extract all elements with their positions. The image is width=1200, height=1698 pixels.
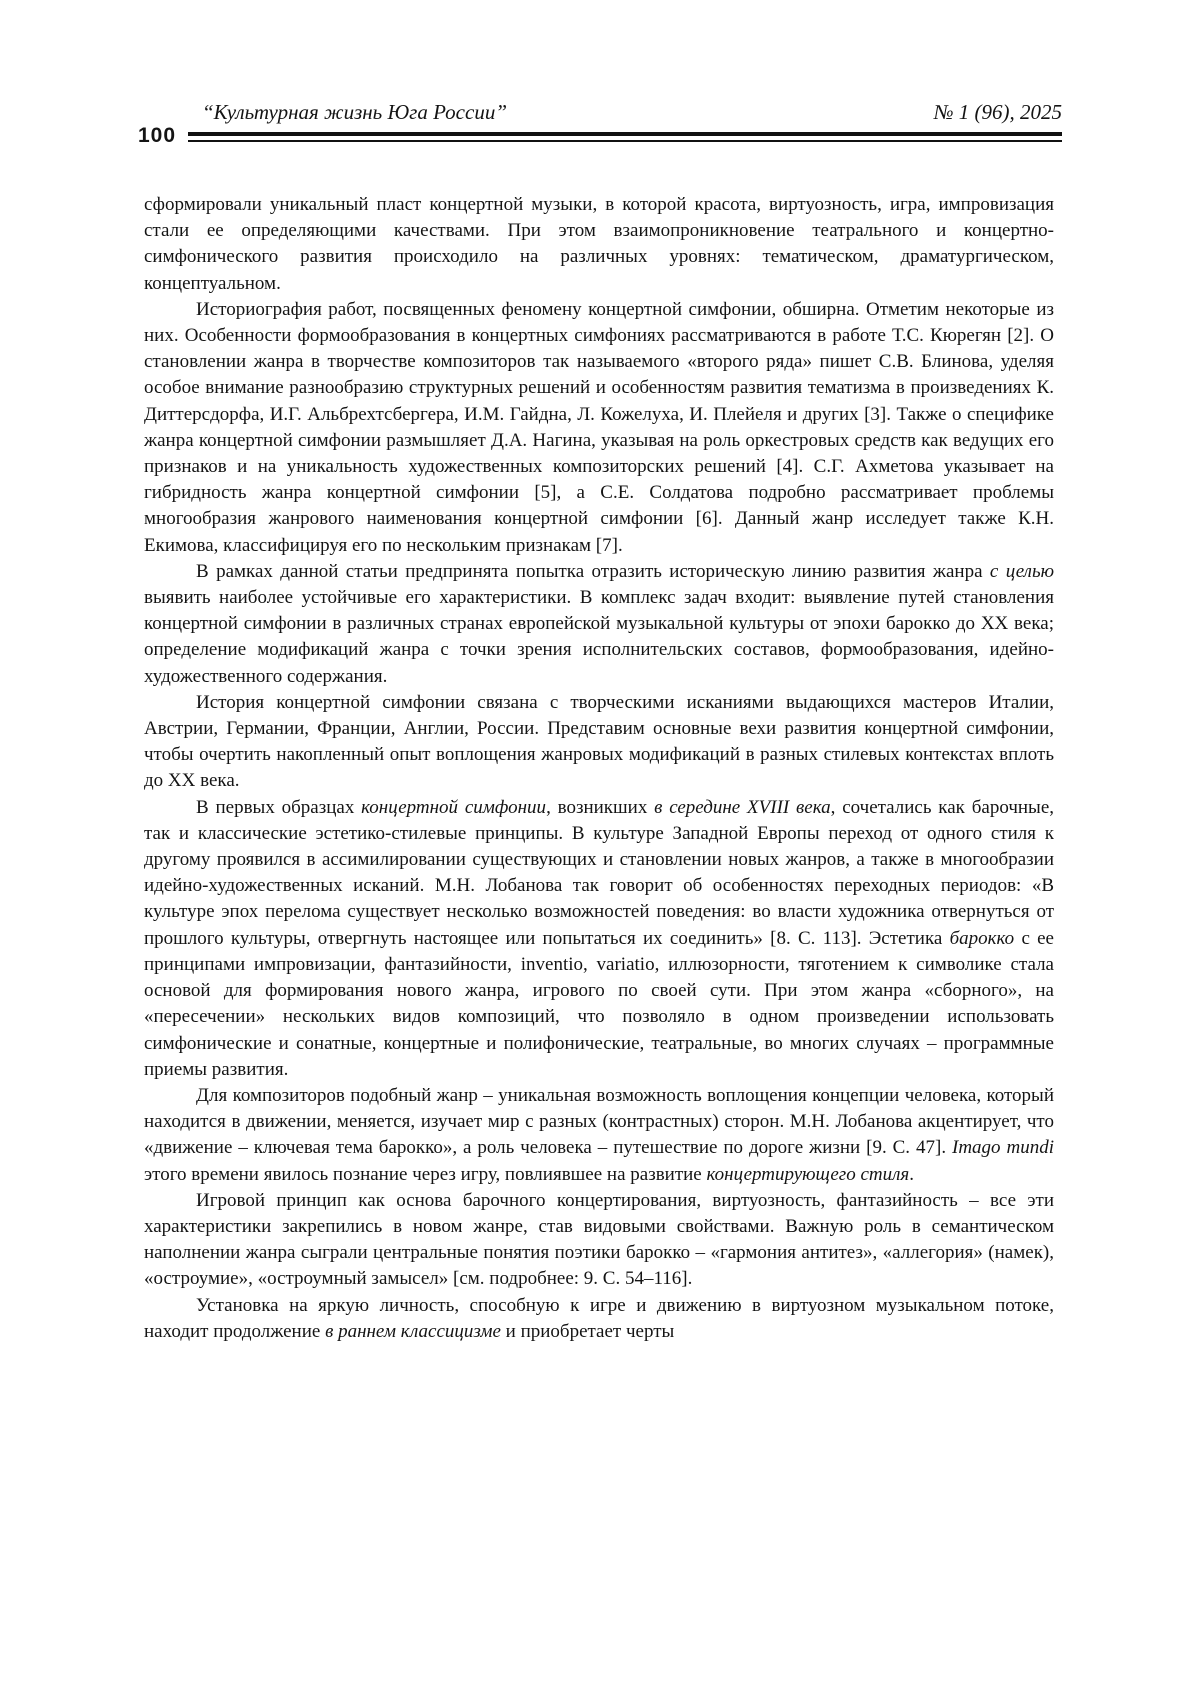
text-run: , сочетались как барочные, так и классические эстетико-стилевые принципы. В культуре Западной Европы переход от одного стиля к другому проявился в ассимилировании существующих и становлении новых жанров, а также в многообразии идейно-художественных исканий. М.Н. Лобанова так говорит об особенностях переходных периодов: «В культуре эпох перелома существует несколько возможностей поведения: во власти художника отвернуться от прошлого культуры, отвергнуть настоящее или попытаться их соединить» [8. С. 113]. Эстетика xyxy=(144,796,1055,949)
italic-text: барокко xyxy=(949,927,1015,949)
italic-text: с целью xyxy=(989,560,1054,582)
paragraph xyxy=(144,1083,1054,1188)
text-run: В рамках данной статьи предпринята попытка отразить историческую линию развития жанра xyxy=(196,560,990,582)
text-run: Установка на яркую личность, способную к игре и движению в виртуозном музыкальном потоке, находит продолжение xyxy=(144,1294,1054,1342)
journal-title: “Культурная жизнь Юга России” xyxy=(202,100,507,124)
italic-text: концертной симфонии xyxy=(361,796,547,818)
article-body xyxy=(144,192,1054,1345)
text-run: В первых образцах xyxy=(196,796,362,818)
text-run: выявить наиболее устойчивые его характеристики. В комплекс задач входит: выявление путей становления концертной симфонии в различных странах европейской музыкальной культуры от эпохи барокко до XX века; определение модификаций жанра с точки зрения исполнительских составов, формообразования, идейно-художественного содержания. xyxy=(144,587,1054,687)
text-run: Для композиторов подобный жанр – уникальная возможность воплощения концепции человека, который находится в движении, меняется, изучает мир с разных (контрастных) сторон. М.Н. Лобанова акцентирует, что «движение – ключевая тема барокко», а роль человека – путешествие по дороге жизни [9. С. 47]. xyxy=(144,1084,1054,1159)
italic-text: в середине XVIII века xyxy=(654,796,831,818)
text-run: История концертной симфонии связана с творческими исканиями выдающихся мастеров Италии, Австрии, Германии, Франции, Англии, России. Представим основные вехи развития концертной симфонии, чтобы очертить накопленный опыт воплощения жанровых модификаций в разных стилевых контекстах вплоть до XX века. xyxy=(144,691,1054,792)
text-run: этого времени явилось познание через игру, повлиявшее на развитие xyxy=(144,1163,707,1185)
header-rule-thick xyxy=(188,132,1062,136)
paragraph xyxy=(144,795,1054,1083)
running-header xyxy=(138,96,1062,152)
italic-text: Imago mundi xyxy=(952,1137,1054,1159)
italic-text: в раннем классицизме xyxy=(325,1320,501,1342)
text-run: . xyxy=(909,1163,914,1185)
text-run: и приобретает черты xyxy=(500,1320,675,1342)
paragraph xyxy=(144,1188,1054,1293)
issue-number: № 1 (96), 2025 xyxy=(933,100,1062,124)
paragraph xyxy=(144,690,1054,795)
text-run: с ее принципами импровизации, фантазийности, inventio, variatio, иллюзорности, тяготением к символике стала основой для формирования нового жанра, игрового по своей сути. При этом жанра «сборного», на «пересечении» нескольких видов композиций, что позволяло в одном произведении использовать симфонические и сонатные, концертные и полифонические, театральные, во многих случаях – программные приемы развития. xyxy=(144,927,1054,1080)
text-run: сформировали уникальный пласт концертной музыки, в которой красота, виртуозность, игра, импровизация стали ее определяющими качествами. При этом взаимопроникновение театрального и концертно-симфонического развития происходило на различных уровнях: тематическом, драматургическом, концептуальном. xyxy=(144,194,1054,294)
page-number: 100 xyxy=(138,124,177,147)
paragraph xyxy=(144,297,1054,559)
header-rule-thin xyxy=(188,140,1062,142)
paragraph xyxy=(144,559,1054,690)
text-run: , возникших xyxy=(546,796,655,818)
paragraph xyxy=(144,192,1054,297)
text-run: Историография работ, посвященных феномену концертной симфонии, обширна. Отметим некоторые из них. Особенности формообразования в концертных симфониях рассматриваются в работе Т.С. Кюрегян [2]. О становлении жанра в творчестве композиторов так называемого «второго ряда» пишет С.В. Блинова, уделяя особое внимание разнообразию структурных решений и особенностям развития тематизма в произведениях К. Диттерсдорфа, И.Г. Альбрехтсбергера, И.М. Гайдна, Л. Кожелуха, И. Плейеля и других [3]. Также о специфике жанра концертной симфонии размышляет Д.А. Нагина, указывая на роль оркестровых средств как ведущих его признаков и на уникальность художественных композиторских решений [4]. С.Г. Ахметова указывает на гибридность жанра концертной симфонии [5], а С.Е. Солдатова подробно рассматривает проблемы многообразия жанрового наименования концертной симфонии [6]. Данный жанр исследует также К.Н. Екимова, классифицируя его по нескольким признакам [7]. xyxy=(144,298,1054,556)
paragraph xyxy=(144,1293,1054,1345)
italic-text: концертирующего стиля xyxy=(706,1163,910,1185)
text-run: Игровой принцип как основа барочного концертирования, виртуозность, фантазийность – все эти характеристики закрепились в новом жанре, став видовыми свойствами. Важную роль в семантическом наполнении жанра сыграли центральные понятия поэтики барокко – «гармония антитез», «аллегория» (намек), «остроумие», «остроумный замысел» [см. подробнее: 9. С. 54–116]. xyxy=(144,1189,1054,1290)
